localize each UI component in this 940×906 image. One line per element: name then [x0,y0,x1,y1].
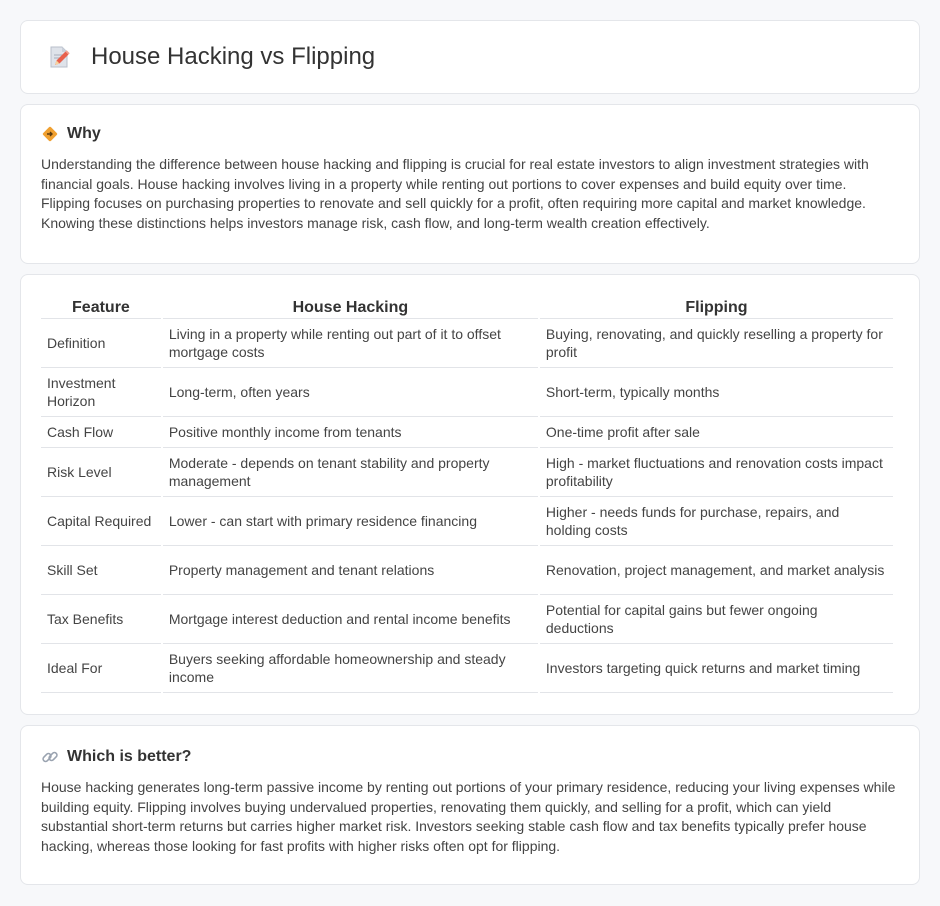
row-house-hacking: Long-term, often years [163,368,538,417]
table-row [41,644,893,693]
row-house-hacking: Living in a property while renting out part of it to offset mortgage costs [163,319,538,368]
header-flipping: Flipping [540,297,893,319]
comparison-table-card [20,274,920,715]
page-title: House Hacking vs Flipping [91,43,376,70]
better-heading-row [41,748,899,766]
row-house-hacking: Moderate - depends on tenant stability and property management [163,448,538,497]
why-section [20,104,920,264]
row-feature: Investment Horizon [41,368,161,417]
row-feature: Skill Set [41,546,161,595]
why-heading: Why [67,125,101,142]
row-feature: Capital Required [41,497,161,546]
row-flipping: Renovation, project management, and market analysis [540,546,893,595]
row-flipping: Buying, renovating, and quickly reselling a property for profit [540,319,893,368]
row-flipping: One-time profit after sale [540,417,893,448]
better-heading: Which is better? [67,748,192,765]
row-flipping: Potential for capital gains but fewer ongoing deductions [540,595,893,644]
table-header-row [41,297,893,319]
table-row [41,448,893,497]
row-house-hacking: Buyers seeking affordable homeownership and steady income [163,644,538,693]
table-row [41,319,893,368]
table-row [41,368,893,417]
row-feature: Ideal For [41,644,161,693]
header-feature: Feature [41,297,161,319]
row-feature: Risk Level [41,448,161,497]
row-flipping: Higher - needs funds for purchase, repairs, and holding costs [540,497,893,546]
diamond-sign-icon [41,125,59,143]
table-row [41,595,893,644]
link-icon [41,748,59,766]
row-flipping: High - market fluctuations and renovation costs impact profitability [540,448,893,497]
which-better-section [20,725,920,885]
why-text: Understanding the difference between house hacking and flipping is crucial for real estate investors to align investment strategies with financial goals. House hacking involves living in a property while renting out portions to cover expenses and build equity over time. Flipping focuses on purchasing properties to renovate and sell quickly for a profit, often requiring more capital and market knowledge. Knowing these distinctions helps investors manage risk, cash flow, and long-term wealth creation effectively. [41,156,869,231]
table-row [41,417,893,448]
row-house-hacking: Property management and tenant relations [163,546,538,595]
why-heading-row [41,125,899,143]
table-row [41,497,893,546]
table-row [41,546,893,595]
title-card [20,20,920,94]
row-house-hacking: Lower - can start with primary residence financing [163,497,538,546]
row-flipping: Short-term, typically months [540,368,893,417]
better-text: House hacking generates long-term passive income by renting out portions of your primary residence, reducing your living expenses while building equity. Flipping involves buying undervalued properties, renovating them quickly, and selling for a profit, which can yield substantial short-term returns but carries higher market risk. Investors seeking stable cash flow and tax benefits typically prefer house hacking, whereas those looking for fast profits with higher risks often opt for flipping. [41,779,896,854]
row-feature: Definition [41,319,161,368]
header-house-hacking: House Hacking [163,297,538,319]
row-feature: Cash Flow [41,417,161,448]
row-flipping: Investors targeting quick returns and market timing [540,644,893,693]
comparison-table [39,297,895,693]
document-pencil-icon [45,43,73,71]
row-feature: Tax Benefits [41,595,161,644]
row-house-hacking: Mortgage interest deduction and rental income benefits [163,595,538,644]
row-house-hacking: Positive monthly income from tenants [163,417,538,448]
